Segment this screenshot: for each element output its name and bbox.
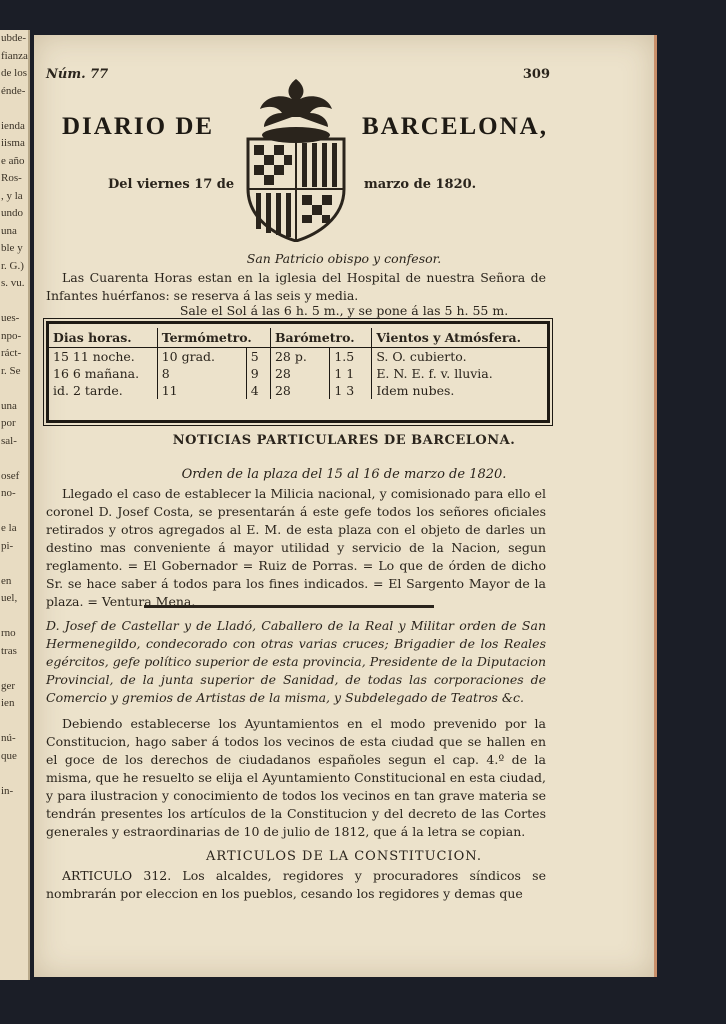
margin-fragment: fianza (1, 49, 28, 62)
saint-of-day: San Patricio obispo y confesor. (246, 251, 442, 266)
table-cell: 28 (270, 382, 329, 399)
table-cell: 10 grad. (157, 348, 246, 366)
margin-fragment: npo- (1, 329, 22, 342)
margin-fragment: de los (1, 67, 27, 79)
newspaper-page (34, 35, 657, 977)
divider-rule (144, 605, 434, 608)
table-row (49, 382, 547, 399)
page-number: 309 (522, 67, 550, 82)
margin-fragment: pi- (1, 539, 14, 552)
table-cell: id. 2 tarde. (49, 382, 157, 399)
margin-fragment: osef (1, 469, 20, 482)
table-cell: S. O. cubierto. (376, 349, 467, 364)
margin-fragment: una (1, 224, 17, 237)
margin-fragment: ger (1, 679, 16, 692)
table-cell: 15 11 noche. (49, 348, 157, 366)
margin-fragment (0, 293, 28, 311)
table-cell: 1 1 (330, 365, 372, 382)
section-title: NOTICIAS PARTICULARES DE BARCELONA. (172, 433, 516, 448)
margin-fragment: énde- (1, 84, 26, 97)
table-cell: Idem nubes. (376, 383, 455, 398)
margin-fragment: nú- (1, 732, 16, 744)
decree-header: D. Josef de Castellar y de Lladó, Caballero de la Real y Militar orden de San Hermenegildo, condecorado con otras varias cruces; Brigadier de los Reales egércitos, gefe político superior de esta provincia, Presidente de la Diputacion Provincial, de la junta superior de Sanidad, de todas las corporaciones de Comercio y gremios de Artistas de la misma, y Subdelegado de Teatros &c. (46, 618, 546, 705)
table-cell: 28 (270, 365, 329, 382)
margin-fragment: no- (1, 487, 16, 499)
table-cell: 28 p. (270, 348, 329, 366)
issue-number: Núm. 77 (46, 67, 109, 82)
margin-fragment: ien (1, 697, 15, 709)
table-cell: 5 (246, 348, 270, 366)
col-winds: Vientos y Atmósfera. (372, 328, 547, 348)
margin-fragment (0, 503, 28, 521)
barcelona-coat-of-arms-icon (238, 77, 354, 242)
margin-fragment: rno (1, 627, 16, 639)
margin-fragment: ues- (1, 312, 20, 324)
table-cell: 8 (157, 365, 246, 382)
margin-fragment: Ros- (1, 172, 22, 184)
margin-fragment: , y la (1, 189, 23, 202)
table-cell: 1.5 (330, 348, 372, 366)
col-days-hours: Dias horas. (49, 328, 157, 348)
margin-fragment: ienda (1, 119, 25, 132)
margin-fragment (0, 555, 28, 573)
margin-fragment: uel, (1, 592, 18, 604)
margin-fragment: s. vu. (1, 277, 25, 289)
margin-fragment: in- (1, 784, 14, 797)
margin-fragment (0, 765, 28, 783)
weather-table (46, 321, 550, 423)
date-left: Del viernes 17 de (108, 177, 235, 192)
margin-fragment: r. Se (1, 364, 21, 377)
order-title: Orden de la plaza del 15 al 16 de marzo de 1820. (181, 467, 507, 482)
table-cell: 11 (157, 382, 246, 399)
margin-fragment: ráct- (1, 347, 22, 359)
margin-fragment (0, 100, 28, 118)
table-cell: 9 (246, 365, 270, 382)
forty-hours-notice: Las Cuarenta Horas estan en la iglesia del Hospital de nuestra Señora de Infantes huérfanos: se reserva á las seis y media. (46, 270, 546, 303)
margin-fragment: que (1, 749, 17, 762)
order-body: Llegado el caso de establecer la Milicia nacional, y comisionado para ello el coronel D. Josef Costa, se presentarán á este gefe todos los señores oficiales retirados y otros agregados al E. M. de esta plaza con el objeto de darles un destino mas conveniente á mayor utilidad y servicio de la Nacion, segun reglamento. = El Gobernador = Ruiz de Porras. = Lo que de órden de dicho Sr. se hace saber á todos para los fines indicados. = El Sargento Mayor de la plaza. = Ventura Mena. (46, 486, 546, 609)
sunrise-sunset: Sale el Sol á las 6 h. 5 m., y se pone á las 5 h. 55 m. (179, 303, 509, 318)
table-cell: 4 (246, 382, 270, 399)
table-cell: 16 6 mañana. (49, 365, 157, 382)
masthead-right: BARCELONA, (362, 113, 548, 140)
articles-title: ARTICULOS DE LA CONSTITUCION. (206, 849, 482, 864)
facing-page-edge (0, 30, 30, 980)
margin-fragment (0, 608, 28, 626)
margin-fragment: undo (1, 207, 23, 219)
margin-fragment: por (1, 417, 16, 429)
margin-fragment: tras (1, 644, 17, 657)
margin-fragment: ubde- (1, 32, 27, 44)
margin-fragment: e la (1, 522, 17, 534)
col-thermometer: Termómetro. (157, 328, 270, 348)
margin-fragment: ble y (1, 242, 23, 254)
table-row (49, 348, 547, 366)
margin-fragment: r. G.) (1, 259, 24, 272)
article-312: ARTICULO 312. Los alcaldes, regidores y procuradores síndicos se nombrarán por eleccion en los pueblos, cesando los regidores y demas que (46, 868, 546, 901)
margin-fragment (0, 660, 28, 678)
margin-fragment: iisma (1, 137, 25, 149)
margin-fragment: sal- (1, 434, 17, 447)
table-row (49, 365, 547, 382)
masthead-left: DIARIO DE (62, 113, 215, 140)
margin-fragment (0, 713, 28, 731)
margin-fragment (0, 450, 28, 468)
col-barometer: Barómetro. (270, 328, 371, 348)
date-right: marzo de 1820. (364, 177, 477, 192)
margin-fragment: en (1, 574, 12, 587)
table-cell: 1 3 (330, 382, 372, 399)
margin-fragment: e año (1, 154, 25, 167)
margin-fragment (0, 380, 28, 398)
decree-body: Debiendo establecerse los Ayuntamientos en el modo prevenido por la Constitucion, hago saber á todos los vecinos de esta ciudad que se hallen en el goce de los derechos de ciudadanos españoles segun el cap. 4.º de la misma, que he resuelto se elija el Ayuntamiento Constitucional en esta ciudad, y para ilustracion y conocimiento de todos los vecinos en tan grave materia se tendrán presentes los artículos de la Constitucion y del decreto de las Cortes generales y estraordinarias de 10 de julio de 1812, que á la letra se copian. (46, 716, 546, 839)
table-cell: E. N. E. f. v. lluvia. (376, 366, 493, 381)
margin-fragment: una (1, 399, 17, 412)
